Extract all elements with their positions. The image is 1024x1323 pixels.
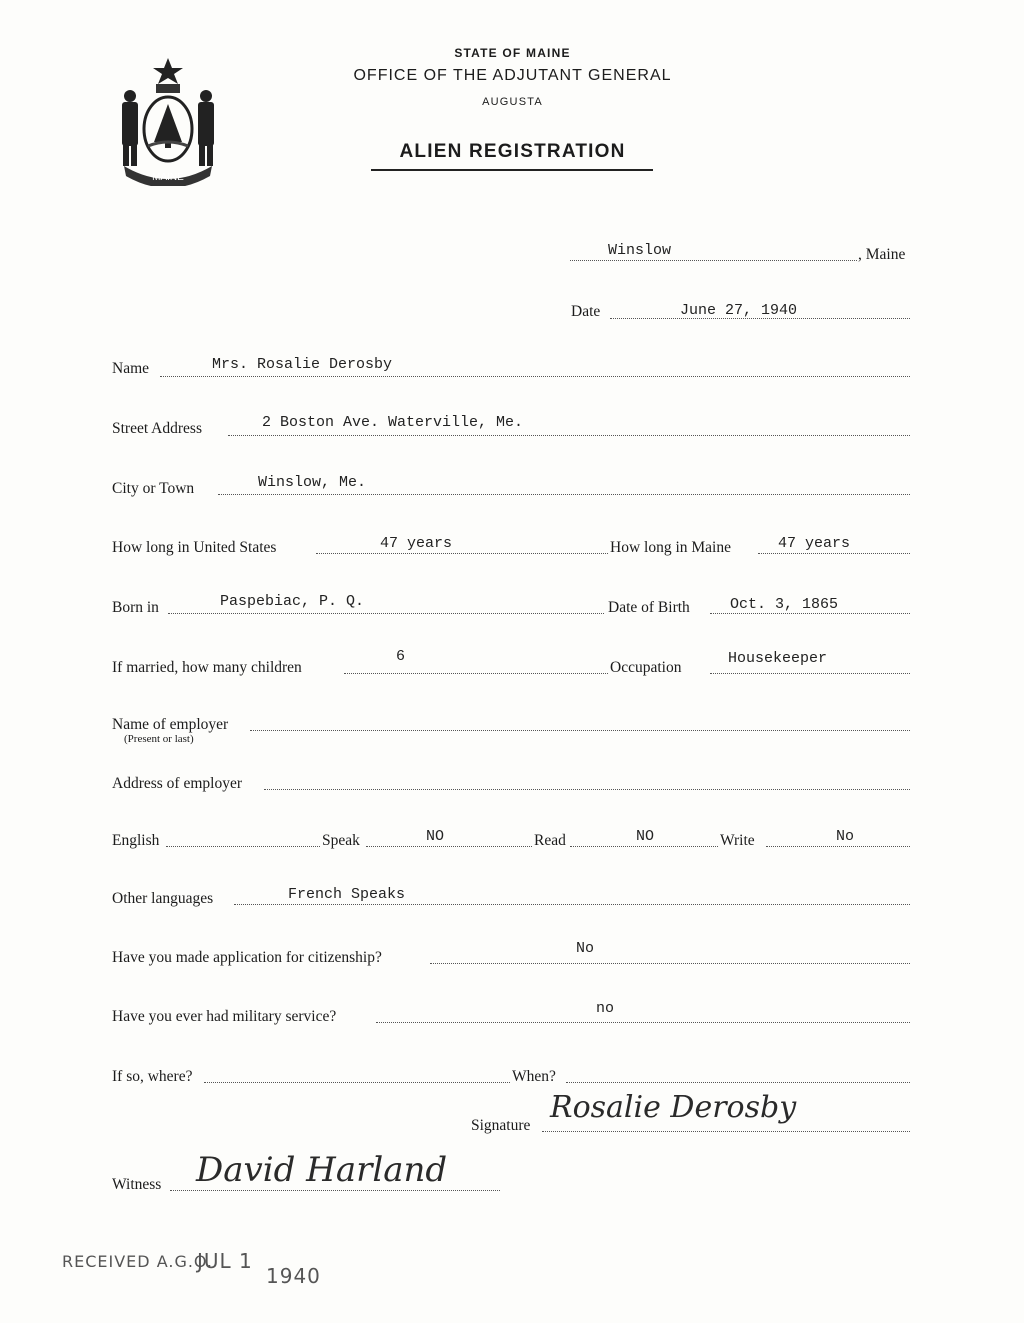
how-long-maine-label: How long in Maine bbox=[610, 539, 731, 556]
occupation-label: Occupation bbox=[610, 659, 682, 676]
other-languages-line bbox=[234, 904, 910, 905]
street-address-label: Street Address bbox=[112, 420, 202, 437]
write-label: Write bbox=[720, 832, 755, 849]
if-so-where-line bbox=[204, 1082, 510, 1083]
how-long-us-label: How long in United States bbox=[112, 539, 277, 556]
employer-name-line bbox=[250, 730, 910, 731]
military-value: no bbox=[596, 1000, 615, 1017]
town-line bbox=[570, 260, 857, 261]
read-label: Read bbox=[534, 832, 566, 849]
signature-label: Signature bbox=[471, 1117, 531, 1134]
name-line bbox=[160, 376, 910, 377]
occupation-line bbox=[710, 673, 910, 674]
citizenship-label: Have you made application for citizenship? bbox=[112, 949, 382, 966]
english-label: English bbox=[112, 832, 160, 849]
english-line bbox=[166, 846, 320, 847]
employer-address-label: Address of employer bbox=[112, 775, 242, 792]
signature-line bbox=[542, 1131, 910, 1132]
date-of-birth-value: Oct. 3, 1865 bbox=[730, 596, 839, 613]
header-city: AUGUSTA bbox=[482, 96, 543, 108]
name-value: Mrs. Rosalie Derosby bbox=[212, 356, 393, 373]
speak-label: Speak bbox=[322, 832, 360, 849]
street-address-line bbox=[228, 435, 910, 436]
city-town-label: City or Town bbox=[112, 480, 195, 497]
name-label: Name bbox=[112, 360, 150, 377]
town-suffix: , Maine bbox=[858, 246, 906, 263]
witness-label: Witness bbox=[112, 1176, 162, 1193]
military-label: Have you ever had military service? bbox=[112, 1008, 337, 1025]
header-state: STATE OF MAINE bbox=[454, 46, 571, 60]
citizenship-line bbox=[430, 963, 910, 964]
write-value: No bbox=[836, 828, 855, 845]
witness-handwriting: David Harland bbox=[196, 1150, 448, 1190]
employer-address-line bbox=[264, 789, 910, 790]
when-line bbox=[566, 1082, 910, 1083]
children-value: 6 bbox=[396, 648, 406, 665]
maine-state-seal-icon bbox=[112, 54, 224, 186]
received-stamp-text: RECEIVED A.G.O. bbox=[62, 1252, 213, 1271]
title-underline bbox=[371, 169, 653, 171]
speak-value: NO bbox=[426, 828, 445, 845]
born-in-label: Born in bbox=[112, 599, 159, 616]
how-long-us-line bbox=[316, 553, 608, 554]
header-office: OFFICE OF THE ADJUTANT GENERAL bbox=[353, 67, 672, 84]
form-title: ALIEN REGISTRATION bbox=[399, 141, 626, 162]
seal-ribbon-text: MAINE bbox=[152, 172, 184, 183]
write-line bbox=[766, 846, 910, 847]
witness-line bbox=[170, 1190, 500, 1191]
how-long-maine-value: 47 years bbox=[778, 535, 851, 552]
date-value: June 27, 1940 bbox=[680, 302, 798, 319]
read-value: NO bbox=[636, 828, 655, 845]
other-languages-value: French Speaks bbox=[288, 886, 406, 903]
how-long-maine-line bbox=[758, 553, 910, 554]
children-label: If married, how many children bbox=[112, 659, 302, 676]
received-stamp-date: JUL 1 bbox=[197, 1249, 253, 1273]
date-of-birth-label: Date of Birth bbox=[608, 599, 690, 616]
children-line bbox=[344, 673, 608, 674]
born-in-value: Paspebiac, P. Q. bbox=[220, 593, 365, 610]
citizenship-value: No bbox=[576, 940, 595, 957]
town-value: Winslow bbox=[608, 242, 672, 259]
employer-name-label: Name of employer bbox=[112, 716, 229, 733]
other-languages-label: Other languages bbox=[112, 890, 214, 907]
received-stamp-year: 1940 bbox=[266, 1264, 321, 1288]
occupation-value: Housekeeper bbox=[728, 650, 828, 667]
date-of-birth-line bbox=[710, 613, 910, 614]
if-so-where-label: If so, where? bbox=[112, 1068, 193, 1085]
military-line bbox=[376, 1022, 910, 1023]
city-town-value: Winslow, Me. bbox=[258, 474, 367, 491]
how-long-us-value: 47 years bbox=[380, 535, 453, 552]
when-label: When? bbox=[512, 1068, 556, 1085]
street-address-value: 2 Boston Ave. Waterville, Me. bbox=[262, 414, 524, 431]
read-line bbox=[570, 846, 718, 847]
city-town-line bbox=[218, 494, 910, 495]
employer-name-sublabel: (Present or last) bbox=[124, 733, 194, 745]
signature-handwriting: Rosalie Derosby bbox=[550, 1090, 797, 1125]
date-label: Date bbox=[571, 303, 601, 320]
born-in-line bbox=[168, 613, 604, 614]
speak-line bbox=[366, 846, 532, 847]
